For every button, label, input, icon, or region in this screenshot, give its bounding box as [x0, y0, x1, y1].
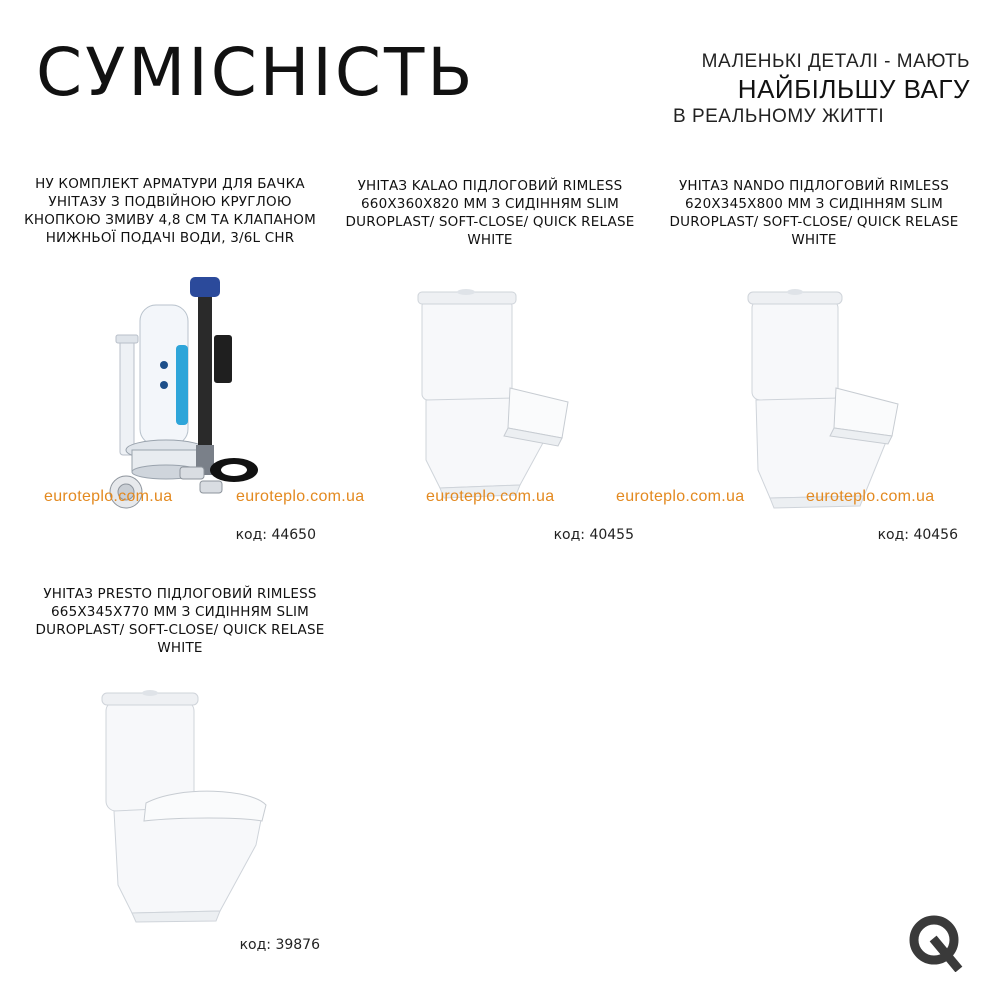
product-title: УНІТАЗ PRESTO ПІДЛОГОВИЙ RIMLESS 665Х345Х770 ММ З СИДІННЯМ SLIM DUROPLAST/ SOFT-CLOSE/ QUICK RELASE WHITE [35, 586, 325, 656]
product-code: код: 39876 [239, 937, 320, 953]
tagline-line-3: В РЕАЛЬНОМУ ЖИТТІ [673, 106, 885, 127]
tagline-line-2: НАЙБІЛЬШУ ВАГУ [737, 74, 970, 104]
product-title: НУ КОМПЛЕКТ АРМАТУРИ ДЛЯ БАЧКА УНІТАЗУ З ПОДВІЙНОЮ КРУГЛОЮ КНОПКОЮ ЗМИВУ 4,8 СМ ТА КЛАПАНОМ НИЖНЬОЇ ПОДАЧІ ВОДИ, 3/6L CHR [24, 176, 316, 246]
watermark-text: euroteplo.com.ua [616, 488, 745, 505]
watermark-text: euroteplo.com.ua [426, 488, 555, 505]
product-code: код: 44650 [235, 527, 316, 543]
tagline [670, 50, 970, 130]
product-title: УНІТАЗ KALAO ПІДЛОГОВИЙ RIMLESS 660Х360Х820 ММ З СИДІННЯМ SLIM DUROPLAST/ SOFT-CLOSE/ QUICK RELASE WHITE [345, 178, 635, 248]
product-image-flush-kit [20, 255, 320, 525]
product-code: код: 40456 [877, 527, 958, 543]
product-image-presto [30, 675, 330, 925]
tagline-line-1: МАЛЕНЬКІ ДЕТАЛІ - МАЮТЬ [701, 51, 970, 72]
watermark-text: euroteplo.com.ua [806, 488, 935, 505]
q-logo-icon [906, 912, 966, 972]
product-code: код: 40455 [553, 527, 634, 543]
watermark-text: euroteplo.com.ua [44, 488, 173, 505]
product-title: УНІТАЗ NANDO ПІДЛОГОВИЙ RIMLESS 620Х345Х800 ММ З СИДІННЯМ SLIM DUROPLAST/ SOFT-CLOSE/ QUICK RELASE WHITE [669, 178, 959, 248]
page-title: СУМІСНІСТЬ [36, 34, 476, 111]
watermark-text: euroteplo.com.ua [236, 488, 365, 505]
product-card-presto[interactable] [30, 585, 330, 965]
